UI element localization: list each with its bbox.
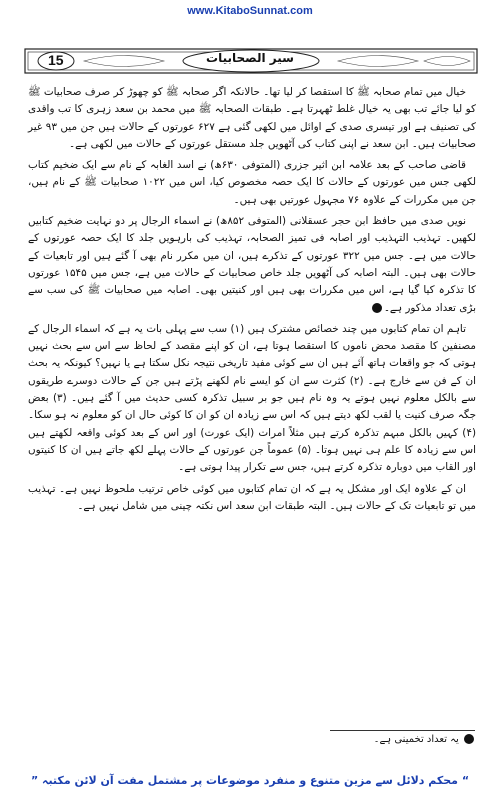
paragraph-1: خیال میں تمام صحابہ ﷺ کا استقصا کر لیا تھا۔ حالانکہ اگر صحابہ ﷺ کو چھوڑ کر صرف صحابیات ﷺ کو لیا جائے تب بھی یہ خیال غلط ٹھہرتا ہے۔ طبقات الصحابہ ﷺ میں محمد بن سعد زہری کا تب واقدی کی تصنیف ہے اور تیسری صدی کے اوائل میں لکھی گئی ہے ۶۲۷ عورتوں کے حالات ہیں جن میں ۹۳ غیر صحابیات ہیں۔ ابن سعد نے اپنی کتاب کی آٹھویں جلد مستقل عورتوں کے حالات میں لکھی ہے۔ [28,86,476,150]
footer-banner-text: محکم دلائل سے مزین متنوع و منفرد موضوعات پر مشتمل مفت آن لائن مکتبہ [42,774,458,787]
footnote [300,734,476,745]
paragraph-5: ان کے علاوہ ایک اور مشکل یہ ہے کہ ان تمام کتابوں میں کوئی خاص ترتیب ملحوظ نہیں ہے۔ تہذیب میں تو تابعیات تک کے حالات ہیں۔ البتہ طبقات ابن سعد اس نکتہ چینی میں شامل نہیں ہے۔ [28,482,476,512]
footnote-marker-1 [464,734,474,744]
running-title: سیر الصحابیات [206,51,294,65]
site-url[interactable]: www.KitaboSunnat.com [187,5,313,17]
paragraph-4: تاہم ان تمام کتابوں میں چند خصائص مشترک ہیں (۱) سب سے پہلی بات یہ ہے کہ اسماء الرجال کے مصنفین کا مقصد محض ناموں کا استقصا ہوتا ہے، ان کو اپنے مقصد کے لحاظ سے اس سے بحث نہیں ہوتی کہ جو واقعات ہاتھ آئے ہیں ان سے کوئی مفید تاریخی نتیجہ نکل سکتا ہے یا نہیں؟ کیونکہ یہ بحث ان کے فن سے خارج ہے۔ (۲) کثرت سے ان کو ایسے نام لکھنے پڑتے ہیں جن کے حالات دوسرے طریقوں سے بالکل معلوم نہیں ہوتے یہ وہ نام ہیں جو بر سبیل تذکرہ کسی حدیث میں آ گئے ہیں۔ (۳) بعض جگہ صرف کنیت یا لقب لکھ دیتے ہیں کہ اس سے زیادہ ان کو ان کا کوئی حال ان کو معلوم نہ ہو سکا۔ (۴) کہیں بالکل مبہم تذکرہ کرتے ہیں مثلاً امرات (ایک عورت) اور اس کے بعد کوئی واقعہ لکھتے ہیں اس سے زیادہ کا علم ہی نہیں ہوتا۔ (۵) عموماً جن عورتوں کے حالات پہلے لکھ جاتے ہیں ان کا کنیتوں اور القاب میں دوبارہ تذکرہ کرتے ہیں، جس سے تکرار پیدا ہوتی ہے۔ [28,322,477,474]
footer-banner: “ محکم دلائل سے مزین متنوع و منفرد موضوعات پر مشتمل مفت آن لائن مکتبہ ” [30,774,470,787]
footnote-divider [330,730,475,731]
paragraph-2: قاضی صاحب کے بعد علامہ ابن اثیر جزری (المتوفی ۶۳۰ھ) نے اسد الغابہ کے نام سے ایک ضخیم کتاب لکھی جس میں عورتوں کے حالات کا ایک حصہ مخصوص کیا، اس میں ۱۰۲۲ صحابیات ﷺ کے نام ہیں، جن میں مکررات کے علاوہ ۷۶ مجہول عورتیں بھی ہیں۔ [28,159,476,206]
paragraph-3-text: نویں صدی میں حافظ ابن حجر عسقلانی (المتوفی ۸۵۲ھ) نے اسماء الرجال پر دو نہایت ضخیم کتابیں لکھیں۔ تہذیب التہذیب اور اصابہ فی تمیز الصحابہ، تہذیب کی بارہویں جلد کا ایک حصہ عورتوں کے حالات میں ہے۔ جس میں ۳۲۲ عورتوں کے تذکرے ہیں، ان میں مکرر نام بھی آ گئے ہیں اور تابعیات کے حالات بھی ہیں۔ البتہ اصابہ کی آٹھویں جلد خاص صحابیات کے حالات میں ہے، جس میں ۱۵۴۵ عورتوں کا تذکرہ کیا گیا ہے، اس میں مکررات بھی ہیں اور کنیتیں بھی۔ اصابہ میں صحابیات ﷺ کی سب سے بڑی تعداد مذکور ہے۔ [28,215,477,314]
page-number: 15 [48,52,64,68]
paragraph-3 [28,213,476,317]
footnote-ref-marker-1 [372,303,382,313]
footnote-text: یہ تعداد تخمینی ہے۔ [373,734,459,745]
page-body [28,84,476,724]
